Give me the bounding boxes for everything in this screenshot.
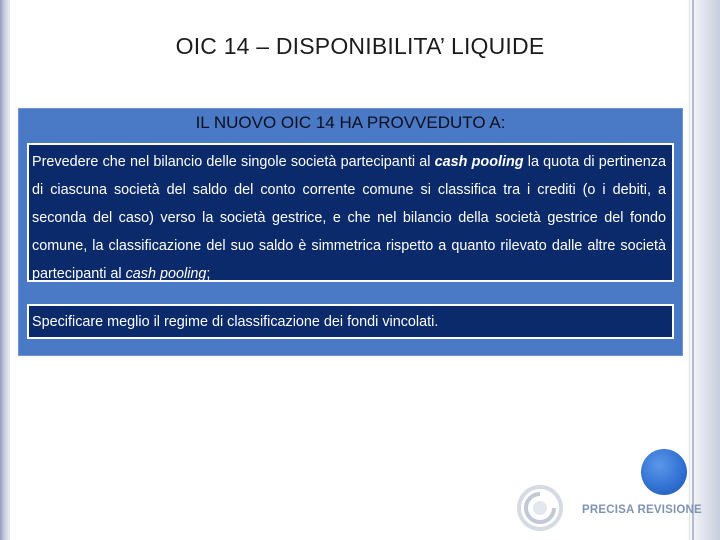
right-edge-line <box>692 0 694 540</box>
item2-text: Specificare meglio il regime di classificazione dei fondi vincolati. <box>32 314 439 330</box>
slide-title: OIC 14 – DISPONIBILITA’ LIQUIDE <box>175 33 545 59</box>
logo-text: PRECISA REVISIONE <box>582 504 702 516</box>
item1-text-part1: Prevedere che nel bilancio delle singole società partecipanti al <box>32 154 435 170</box>
panel-header: IL NUOVO OIC 14 HA PROVVEDUTO A: <box>195 113 506 132</box>
item1-cash-pooling-italic: cash pooling <box>125 266 207 282</box>
bullet-card-cash-pooling <box>27 143 674 282</box>
content-panel <box>18 108 683 356</box>
item1-text-part3: la quota di pertinenza di ciascuna società del saldo del conto corrente comune si classifica tra i crediti (o i debiti, a seconda del caso) verso la società gestrice, e che nel bilancio della società gestrice del fondo comune, la classificazione del suo saldo è simmetrica rispetto a quanto rilevato dalle altre società partecipanti al <box>32 154 666 282</box>
right-edge-line-thin <box>689 0 690 540</box>
left-edge-decoration <box>0 0 10 540</box>
item1-text-part5: ; <box>206 266 211 282</box>
item1-cash-pooling-emphasis: cash pooling <box>434 154 524 170</box>
bullet-card-fondi-vincolati <box>27 304 674 339</box>
